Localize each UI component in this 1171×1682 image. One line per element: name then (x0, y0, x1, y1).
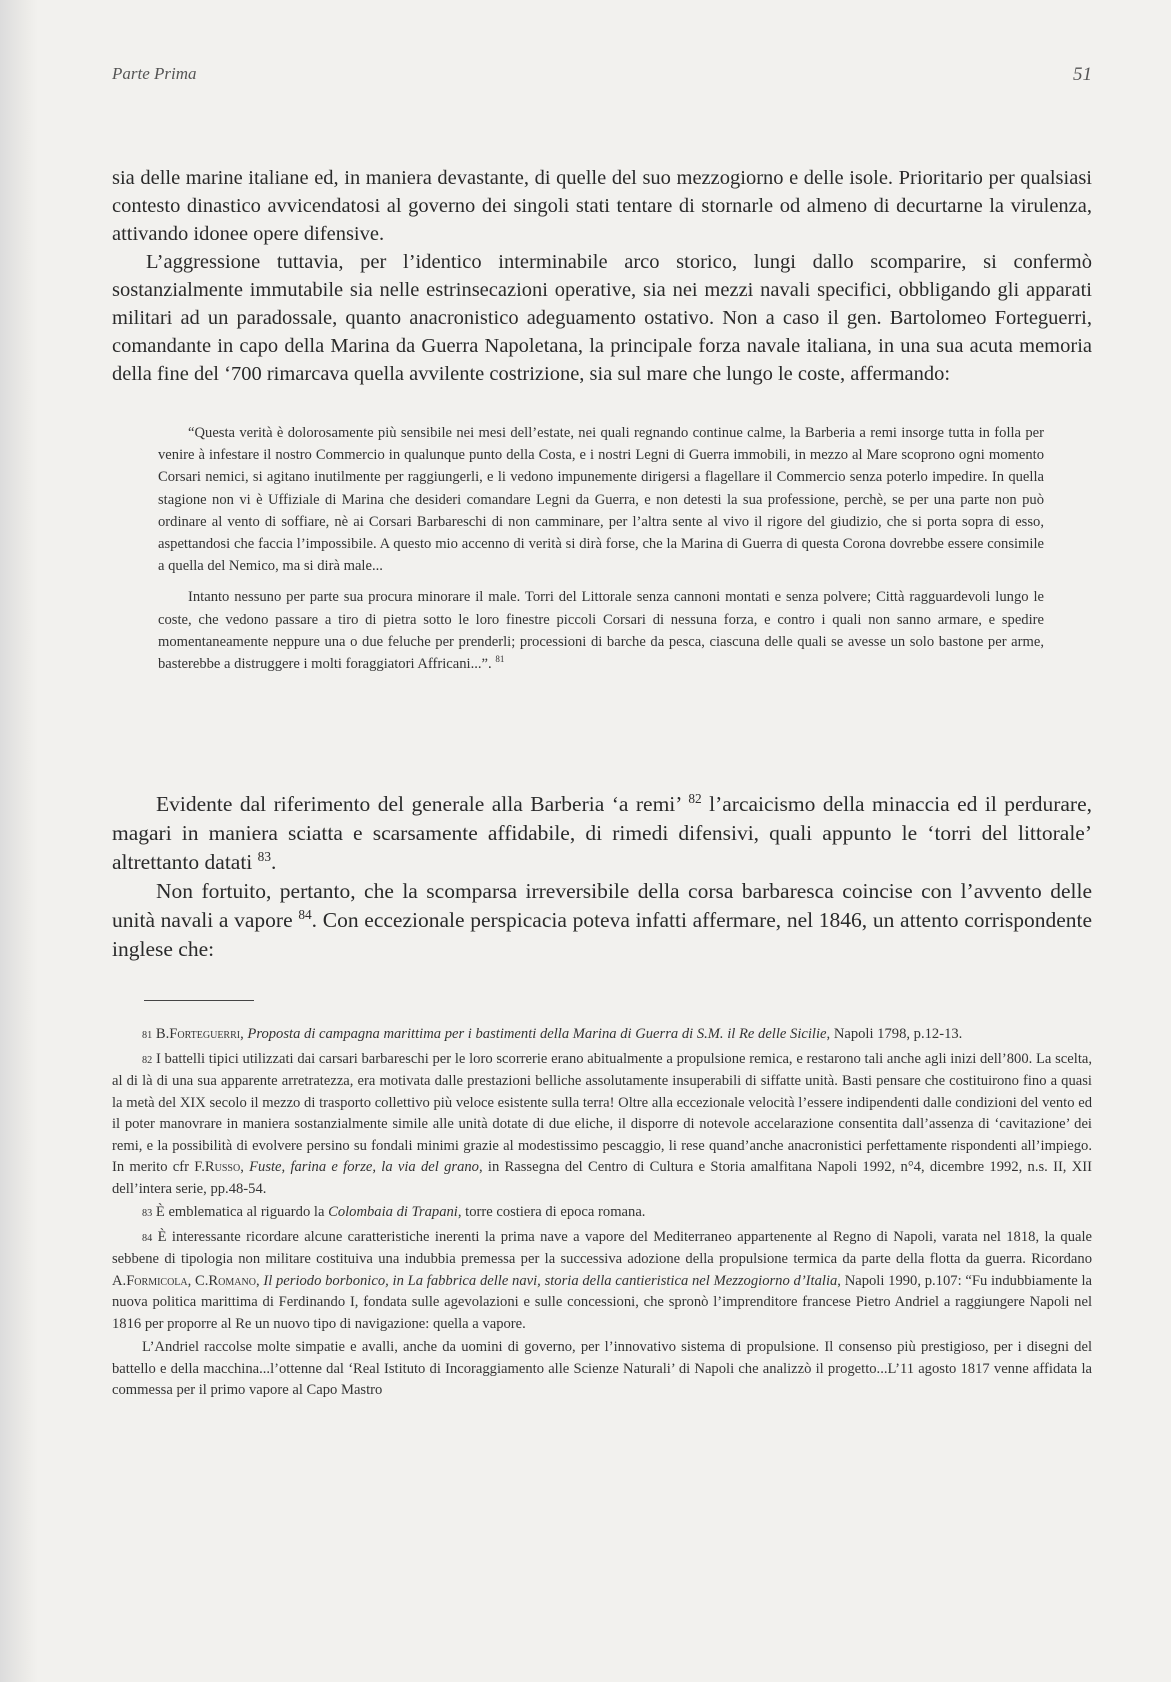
page-gutter-shadow (0, 0, 38, 1682)
footnote-81-rest: , Napoli 1798, p.12-13. (826, 1026, 963, 1042)
footnote-ref-82: 82 (688, 790, 702, 806)
footnotes (112, 1024, 1092, 1402)
footnote-84-continuation: L’Andriel raccolse molte simpatie e avalli, anche da uomini di governo, per l’innovativo sistema di propulsione. Il consenso più prestigioso, per i disegni del battello e della macchina...l’ottenne dal ‘Real Istituto di Incoraggiamento alle Scienze Naturali’ di Napoli che analizzò il progetto...L’11 agosto 1817 venne affidata la commessa per il primo vapore al Capo Mastro (112, 1339, 1092, 1398)
footnote-83 (112, 1202, 1092, 1225)
paragraph-3 (112, 790, 1092, 877)
footnote-81-number: 81 (142, 1030, 153, 1041)
block-quote (158, 422, 1044, 675)
footnote-84-rest: , Napoli 1990, p.107: “Fu indubbiamente la nuova politica marittima di Ferdinando I, fondata sulle agevolazioni e sulle concessioni, che spronò l’imprenditore francese Pietro Andriel a raggiungere Napoli nel 1816 per proporre al Re un nuovo tipo di navigazione: quella a vapore. (112, 1272, 1092, 1332)
paragraph-1: sia delle marine italiane ed, in maniera devastante, di quelle del suo mezzogiorno e delle isole. Prioritario per qualsiasi contesto dinastico avvicendatosi al governo dei singoli stati tentare di stornarle od almeno di decurtarne la virulenza, attivando idonee opere difensive. (112, 167, 1092, 245)
quote-paragraph-1: “Questa verità è dolorosamente più sensibile nei mesi dell’estate, nei quali regnando continue calme, la Barberia a remi insorge tutta in folla per venire à infestare il nostro Commercio in qualunque punto della Costa, e i nostri Legni di Guerra immobili, in mezzo al Mare scoprono ogni momento Corsari nemici, si agitano inutilmente per raggiungerli, e li vedono impunemente dirigersi a flagellare il Commercio senza poterlo impedire. In quella stagione non vi è Uffiziale di Marina che desideri comandare Legni da Guerra, e non detesti la sua professione, perchè, se per una parte non può ordinare al vento di soffiare, nè ai Corsari Barbareschi di non camminare, per l’altra sente al vivo il rigore del giudizio, che si porta sopra di esso, aspettandosi che faccia l’impossibile. A questo mio accenno di verità si dirà forse, che la Marina di Guerra di questa Corona dovrebbe essere consimile a quella del Nemico, ma si dirà male... (158, 425, 1044, 575)
footnote-83-text: È emblematica al riguardo la (155, 1204, 325, 1220)
page-number: 51 (1073, 64, 1092, 85)
page-header (112, 64, 1092, 94)
paragraph-2: L’aggressione tuttavia, per l’identico interminabile arco storico, lungi dallo scomparire, si confermò sostanzialmente immutabile sia nelle estrinsecazioni operative, sia nei mezzi navali specifici, obbligando gli apparati militari ad un paradossale, quanto anacronistico adeguamento ostativo. Non a caso il gen. Bartolomeo Forteguerri, comandante in capo della Marina da Guerra Napoletana, la principale forza navale italiana, in una sua acuta memoria della fine del ‘700 rimarcava quella avvilente costrizione, sia sul mare che lungo le coste, affermando: (112, 251, 1092, 385)
footnote-separator (144, 1000, 254, 1001)
footnote-82-rest: , in Rassegna del Centro di Cultura e Storia amalfitana Napoli 1992, n°4, dicembre 1992, n.s. II, XII dell’intera serie, pp.48-54. (112, 1159, 1092, 1197)
footnote-82-title: Fuste, farina e forze, la via del grano (249, 1159, 479, 1175)
quote-paragraph-2 (158, 586, 1044, 675)
footnote-84-title: Il periodo borbonico, in La fabbrica delle navi, storia della cantieristica nel Mezzogiorno d’Italia (263, 1272, 838, 1289)
footnote-84-text: È interessante ricordare alcune caratteristiche inerenti la prima nave a vapore del Mediterraneo appartenente al Regno di Napoli, varata nel 1818, la quale sebbene di tipologia non militare costituiva una indubbia premessa per la successiva adozione della propulsione termica da parte della flotta da guerra. Ricordano (112, 1228, 1092, 1267)
footnote-ref-83: 83 (257, 848, 271, 864)
footnote-84: 84 È interessante ricordare alcune caratteristiche inerenti la prima nave a vapore del Mediterraneo appartenente al Regno di Napoli, varata nel 1818, la quale sebbene di tipologia non militare costituiva una indubbia premessa per la successiva adozione della propulsione termica da parte della flotta da guerra. Ricordano A.Formicola, C.Romano, Il periodo borbonico, in La fabbrica delle navi, storia della cantieristica nel Mezzogiorno d’Italia, Napoli 1990, p.107: “Fu indubbiamente la nuova politica marittima di Ferdinando I, fondata sulle agevolazioni e sulle concessioni, che spronò l’imprenditore francese Pietro Andriel a raggiungere Napoli nel 1816 per proporre al Re un nuovo tipo di navigazione: quella a vapore. (112, 1228, 1092, 1332)
footnote-84-number: 84 (142, 1232, 153, 1244)
paragraph-3-part-b: l’arcaicismo della minaccia ed il perdurare, magari in maniera sciatta e scarsamente affidabile, di rimedi difensivi, quali appunto le ‘torri del littorale’ altrettanto datati (112, 792, 1093, 874)
footnote-84-author: A.Formicola, C.Romano (112, 1272, 256, 1289)
footnote-82-text: I battelli tipici utilizzati dai carsari barbareschi per le loro scorrerie erano abitualmente a propulsione remica, e restarono tali anche agli inizi dell’800. La scelta, al di là di una sua apparente arretratezza, era motivata dalle prestazioni belliche assolutamente insuperabili di siffatte unità. Basti pensare che costituirono fino a quasi la metà del XIX secolo il mezzo di trasporto collettivo più veloce esistente sulla terra! Oltre alla eccezionale velocità l’essere indipendenti dalle condizioni del vento ed il poter manovrare in maniera sostanzialmente simile alle unità dotate di due eliche, il disporre di notevole accelarazione consentita dall’assenza di ‘cavitazione’ dei remi, e la possibilità di evolvere persino su fondali minimi grazie al modestissimo pescaggio, li rese quand’anche anacronistici perfettamente rispondenti all’impiego. In merito cfr (112, 1050, 1092, 1175)
footnote-83-rest: , torre costiera di epoca romana. (457, 1204, 646, 1220)
footnote-82: 82 I battelli tipici utilizzati dai carsari barbareschi per le loro scorrerie erano abitualmente a propulsione remica, e restarono tali anche agli inizi dell’800. La scelta, al di là di una sua apparente arretratezza, era motivata dalle prestazioni belliche assolutamente insuperabili di siffatte unità. Basti pensare che costituirono fino a quasi la metà del XIX secolo il mezzo di trasporto collettivo più veloce esistente sulla terra! Oltre alla eccezionale velocità l’essere indipendenti dalle condizioni del vento ed il poter manovrare in maniera sostanzialmente simile alle unità dotate di due eliche, il disporre di notevole accelarazione consentita dall’assenza di ‘cavitazione’ dei remi, e la possibilità di evolvere persino su fondali minimi grazie al modestissimo pescaggio, li rese quand’anche anacronistici perfettamente rispondenti all’impiego. In merito cfr F.Russo, Fuste, farina e forze, la via del grano, in Rassegna del Centro di Cultura e Storia amalfitana Napoli 1992, n°4, dicembre 1992, n.s. II, XII dell’intera serie, pp.48-54. (112, 1050, 1092, 1197)
paragraph-4 (112, 877, 1092, 964)
footnote-81-title: Proposta di campagna marittima per i bastimenti della Marina di Guerra di S.M. il Re delle Sicilie (247, 1026, 827, 1042)
footnote-82-author: F.Russo (194, 1159, 241, 1175)
paragraph-3-part-c: . (271, 850, 277, 874)
paragraph-3-part-a: Evidente dal riferimento del generale alla Barberia ‘a remi’ (156, 792, 681, 816)
footnote-ref-84: 84 (298, 906, 312, 922)
footnote-ref-81: 81 (495, 654, 505, 665)
running-head: Parte Prima (112, 64, 197, 83)
paragraph-4-part-b: . Con eccezionale perspicacia poteva infatti affermare, nel 1846, un attento corrispondente inglese che: (112, 908, 1093, 961)
footnote-81: 81 B.Forteguerri, Proposta di campagna marittima per i bastimenti della Marina di Guerra di S.M. il Re delle Sicilie, Napoli 1798, p.12-13. (142, 1026, 963, 1042)
footnote-83-title: Colombaia di Trapani (328, 1204, 458, 1220)
paragraph-4-part-a: Non fortuito, pertanto, che la scomparsa irreversibile della corsa barbaresca coincise con l’avvento delle unità navali a vapore (112, 879, 1092, 932)
quote-paragraph-2-text: Intanto nessuno per parte sua procura minorare il male. Torri del Littorale senza cannoni montati e senza polvere; Città ragguardevoli lungo le coste, che vedono passare a tiro di pietra sotto le loro finestre piccoli Corsari di nessuna forza, e contro i quali non sanno armare, e spedire momentaneamente neppure una o due feluche per prenderli; processioni di barche da pesca, ciascuna delle quali se avesse un solo bastone per arme, basterebbe a distruggere i molti foraggiatori Affricani...”. (158, 589, 1044, 673)
footnote-81-author: B.Forteguerri (155, 1026, 241, 1042)
footnote-82-number: 82 (142, 1054, 153, 1066)
body-text-bottom (112, 790, 1092, 964)
footnote-83-number: 83 (142, 1208, 153, 1219)
body-text-top (112, 164, 1092, 388)
